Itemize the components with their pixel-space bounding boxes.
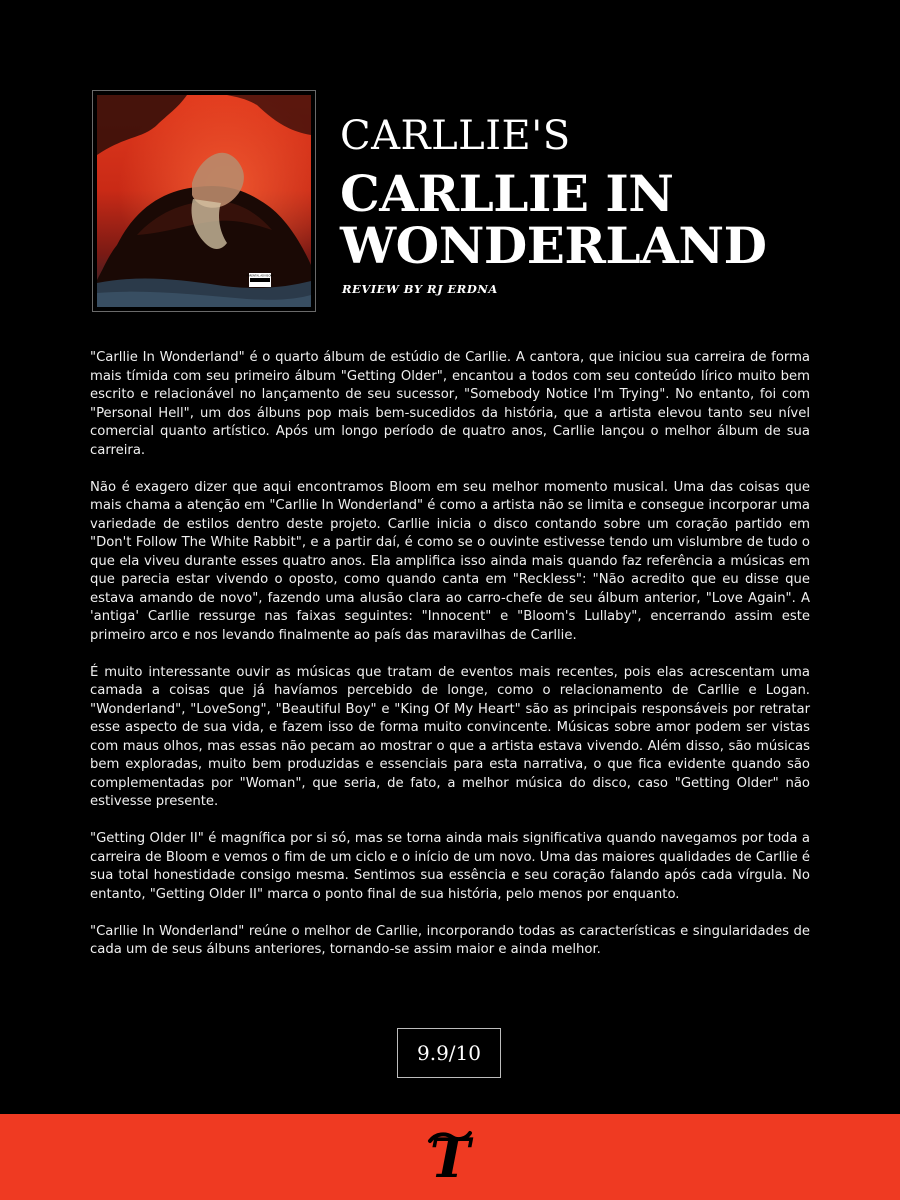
footer-bar (0, 1114, 900, 1200)
review-paragraph: "Carllie In Wonderland" é o quarto álbum de estúdio de Carllie. A cantora, que iniciou sua carreira de forma mais tímida com seu primeiro álbum "Getting Older", encantou a todos com seu conteúdo lírico muito bem escrito e relacionável no lançamento de seu sucessor, "Somebody Notice I'm Trying". No entanto, foi com "Personal Hell", um dos álbuns pop mais bem-sucedidos da história, que a artista elevou tanto seu nível comercial quanto artístico. Após um longo período de quatro anos, Carllie lançou o melhor álbum de sua carreira. (90, 350, 810, 458)
review-score: 9.9/10 (397, 1028, 501, 1078)
nyt-logo-letter: T (429, 1127, 471, 1187)
album-title-line-2: WONDERLAND (340, 216, 767, 275)
review-body (90, 349, 810, 978)
review-paragraph: É muito interessante ouvir as músicas que tratam de eventos mais recentes, pois elas acrescentam uma camada a coisas que já havíamos percebido de longe, como o relacionamento de Carllie e Logan. "Wonderland", "LoveSong", "Beautiful Boy" e "King Of My Heart" são as principais responsáveis por retratar esse aspecto de sua vida, e fazem isso de forma muito convincente. Músicas sobre amor podem ser vistas com maus olhos, mas essas não pecam ao mostrar o que a artista estava vivendo. Além disso, são músicas bem exploradas, muito bem produzidas e essenciais para esta narrativa, o que fica evidente quando são complementadas por "Woman", que seria, de fato, a melhor música do disco, caso "Getting Older" não estivesse presente. (90, 664, 810, 809)
review-paragraph: "Carllie In Wonderland" reúne o melhor de Carllie, incorporando todas as características e singularidades de cada um de seus álbuns anteriores, tornando-se assim maior e ainda melhor. (90, 923, 810, 957)
album-title-line-1: CARLLIE IN (340, 164, 674, 223)
artist-name: CARLLIE'S (340, 113, 571, 159)
review-byline: REVIEW BY RJ ERDNA (342, 282, 498, 296)
album-title (340, 164, 767, 275)
review-paragraph: Não é exagero dizer que aqui encontramos Bloom em seu melhor momento musical. Uma das coisas que mais chama a atenção em "Carllie In Wonderland" é como a artista não se limita e consegue incorporar uma variedade de estilos dentro deste projeto. Carllie inicia o disco contando sobre um coração partido em "Don't Follow The White Rabbit", e a partir daí, é como se o ouvinte estivesse tendo um vislumbre de tudo o que ela viveu durante esses quatro anos. Ela amplifica isso ainda mais quando faz referência a músicas em que parecia estar vivendo o oposto, como quando canta em "Reckless": "Não acredito que eu disse que estava amando de novo", fazendo uma alusão clara ao carro-chefe de seu álbum anterior, "Love Again". A 'antiga' Carllie ressurge nas faixas seguintes: "Innocent" e "Bloom's Lullaby", encerrando assim este primeiro arco e nos levando finalmente ao país das maravilhas de Carllie. (90, 479, 810, 643)
review-paragraph: "Getting Older II" é magnífica por si só, mas se torna ainda mais significativa quando navegamos por toda a carreira de Bloom e vemos o fim de um ciclo e o início de um novo. Uma das maiores qualidades de Carllie é sua total honestidade consigo mesma. Sentimos sua essência e seu coração falando após cada vírgula. No entanto, "Getting Older II" marca o ponto final de sua história, pelo menos por enquanto. (90, 831, 810, 902)
nyt-t-logo-icon (420, 1127, 480, 1187)
album-cover-artwork (97, 95, 311, 307)
parental-advisory-label: PARENTAL ADVISORY (246, 274, 274, 278)
album-cover (92, 90, 316, 312)
